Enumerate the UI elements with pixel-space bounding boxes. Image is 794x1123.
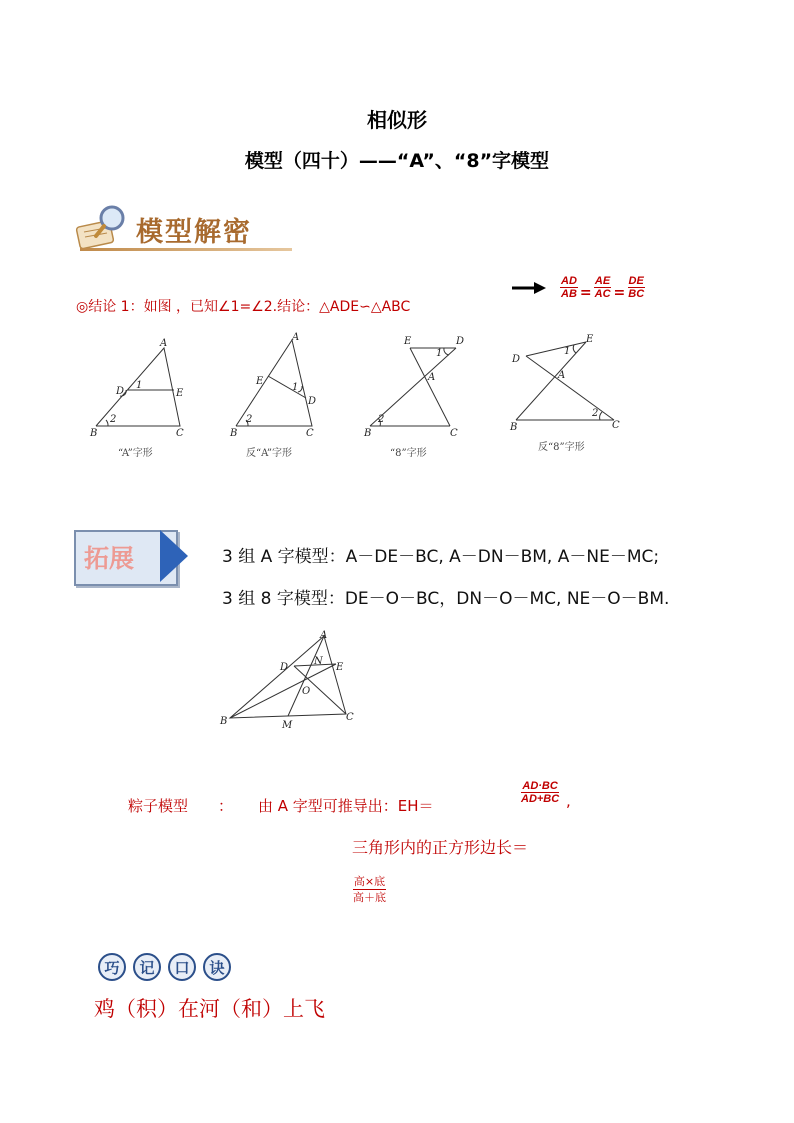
zongzi-frac-num: AD·BC <box>522 780 558 792</box>
svg-text:B: B <box>510 422 518 433</box>
svg-text:E: E <box>256 376 264 387</box>
figure-caption-4: 反“8”字形 <box>538 442 585 453</box>
svg-text:A: A <box>428 372 436 383</box>
extension-line-2: 3 组 8 字模型：DE－O－BC，DN－O－MC, NE－O－BM. <box>222 589 670 609</box>
svg-text:2: 2 <box>110 414 117 425</box>
svg-text:O: O <box>302 686 311 697</box>
mnemonic-char-3: 口 <box>168 953 196 981</box>
svg-text:C: C <box>306 428 314 439</box>
section-banner <box>72 200 292 256</box>
svg-text:1: 1 <box>292 382 299 393</box>
badge-arrow-icon <box>160 530 190 582</box>
mnemonic-char-2: 记 <box>133 953 161 981</box>
page-subtitle: 模型（四十）——“A”、“8”字模型 <box>244 150 550 172</box>
svg-text:1: 1 <box>136 380 143 391</box>
extension-badge <box>74 530 194 588</box>
svg-text:E: E <box>586 334 594 345</box>
arrow-right-icon <box>512 281 546 295</box>
svg-text:E: E <box>404 336 412 347</box>
extension-figure <box>218 628 368 738</box>
svg-text:C: C <box>450 428 458 439</box>
figure-caption-1: “A”字形 <box>118 448 153 459</box>
ratio-frac-2: $\frac{AE}{AC}$ <box>594 274 611 300</box>
conclusion-text: ◎结论 1：如图 ，已知∠1=∠2.结论：△ADE∽△ABC <box>76 299 411 315</box>
svg-text:B: B <box>220 716 228 727</box>
svg-text:A: A <box>292 332 300 343</box>
svg-text:C: C <box>346 712 354 723</box>
section-label: 模型解密 <box>136 217 252 248</box>
equals-sign: = <box>579 285 592 301</box>
svg-text:B: B <box>230 428 238 439</box>
svg-text:B: B <box>90 428 98 439</box>
svg-text:D: D <box>512 354 521 365</box>
square-side-text: 三角形内的正方形边长＝ <box>352 838 529 857</box>
ratio-formula <box>560 273 645 301</box>
svg-text:D: D <box>280 662 289 673</box>
svg-text:D: D <box>308 396 317 407</box>
square-frac-den: 高＋底 <box>353 891 386 904</box>
zongzi-colon: ： <box>218 797 234 815</box>
svg-text:C: C <box>176 428 184 439</box>
svg-text:C: C <box>612 420 620 431</box>
svg-text:2: 2 <box>246 414 253 425</box>
svg-text:D: D <box>456 336 465 347</box>
equals-sign: = <box>613 285 626 301</box>
zongzi-comma: , <box>566 792 571 810</box>
square-frac-num: 高×底 <box>353 875 386 888</box>
svg-text:1: 1 <box>436 348 443 359</box>
extension-label: 拓展 <box>84 544 135 573</box>
zongzi-formula-text: 由 A 字型可推导出：EH＝ <box>258 797 434 815</box>
mnemonic-text: 鸡（积）在河（和）上飞 <box>94 997 325 1021</box>
figure-caption-3: “8”字形 <box>390 448 427 459</box>
svg-text:A: A <box>320 630 328 641</box>
ratio-frac-3: $\frac{DE}{BC}$ <box>628 274 645 300</box>
extension-line-1: 3 组 A 字模型：A－DE－BC, A－DN－BM, A－NE－MC; <box>222 547 660 567</box>
ratio-frac-1: $\frac{AD}{AB}$ <box>561 274 577 300</box>
zongzi-frac-den: AD+BC <box>521 793 560 805</box>
mnemonic-char-4: 诀 <box>203 953 231 981</box>
zongzi-label: 粽子模型 <box>128 797 189 815</box>
figure-caption-2: 反“A”字形 <box>246 448 292 459</box>
svg-text:2: 2 <box>592 408 599 419</box>
svg-text:A: A <box>558 370 566 381</box>
svg-text:1: 1 <box>564 346 571 357</box>
square-side-fraction <box>352 870 387 905</box>
svg-text:E: E <box>336 662 344 673</box>
zongzi-fraction <box>520 774 560 805</box>
svg-text:B: B <box>364 428 372 439</box>
svg-text:M: M <box>282 720 293 731</box>
mnemonic-char-1: 巧 <box>98 953 126 981</box>
svg-text:N: N <box>314 656 323 667</box>
section-underline <box>80 248 292 251</box>
svg-text:2: 2 <box>378 414 385 425</box>
magnifier-book-icon <box>74 202 134 252</box>
page-title: 相似形 <box>367 108 427 132</box>
svg-text:A: A <box>160 338 168 349</box>
svg-text:D: D <box>116 386 125 397</box>
svg-text:E: E <box>176 388 184 399</box>
